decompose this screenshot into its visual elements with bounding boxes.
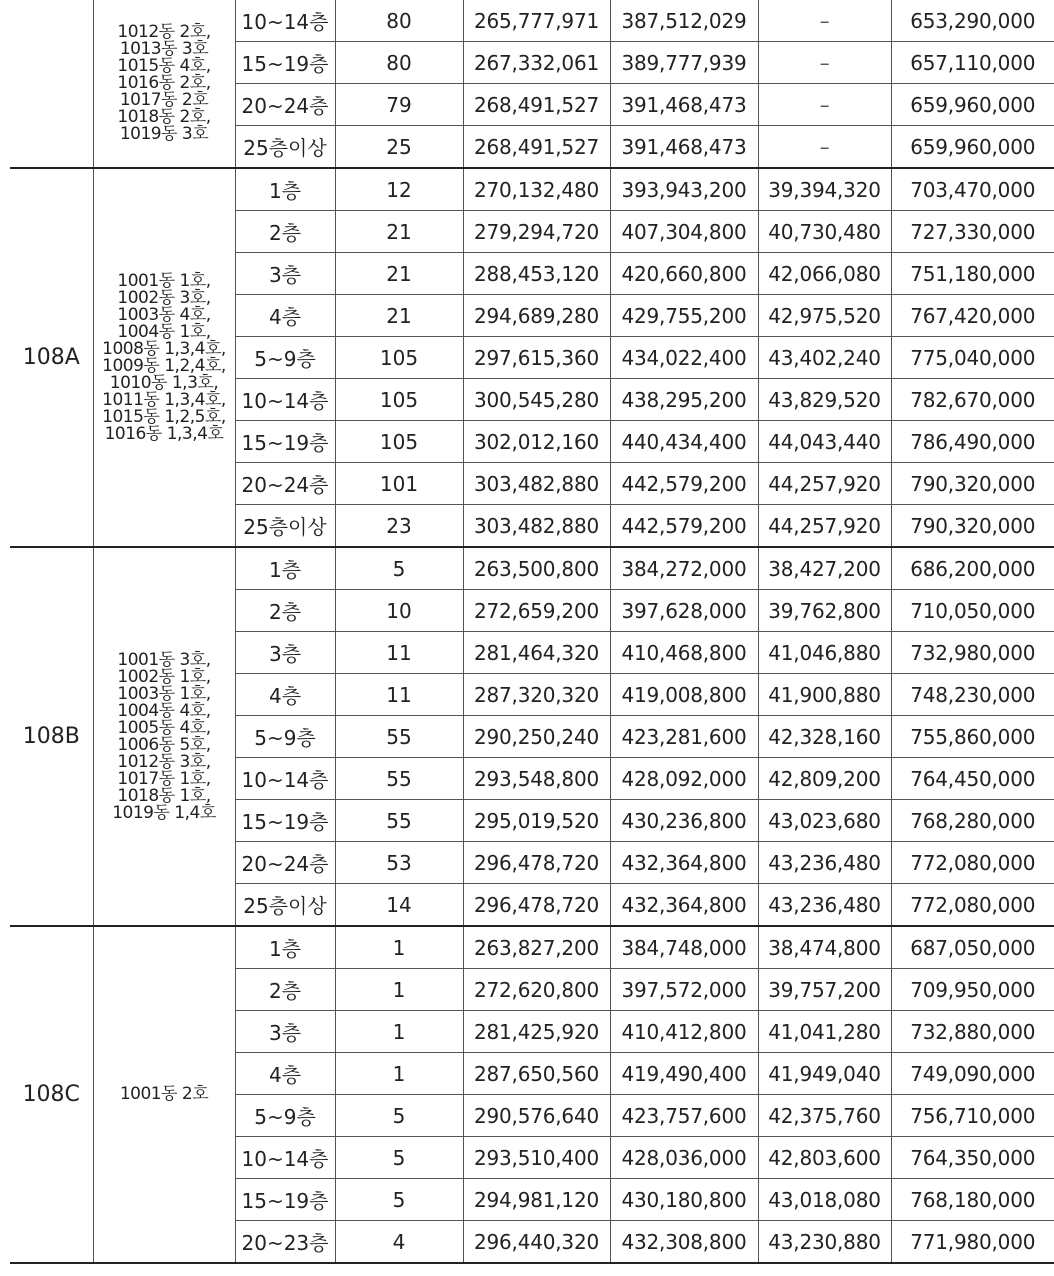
land-price-cell: 267,332,061 bbox=[463, 42, 610, 84]
unit-count-cell: 55 bbox=[335, 758, 463, 800]
unit-count-cell: 5 bbox=[335, 1137, 463, 1179]
building-price-cell: 430,236,800 bbox=[610, 800, 758, 842]
building-price-cell: 432,364,800 bbox=[610, 884, 758, 927]
land-price-cell: 303,482,880 bbox=[463, 463, 610, 505]
extension-cost-cell: 43,236,480 bbox=[758, 884, 891, 927]
total-price-cell: 775,040,000 bbox=[891, 337, 1054, 379]
total-price-cell: 768,280,000 bbox=[891, 800, 1054, 842]
total-price-cell: 732,980,000 bbox=[891, 632, 1054, 674]
total-price-cell: 751,180,000 bbox=[891, 253, 1054, 295]
building-price-cell: 420,660,800 bbox=[610, 253, 758, 295]
land-price-cell: 290,250,240 bbox=[463, 716, 610, 758]
land-price-cell: 296,478,720 bbox=[463, 842, 610, 884]
unit-count-cell: 12 bbox=[335, 168, 463, 211]
unit-list-cell: 1001동 2호 bbox=[93, 926, 235, 1263]
floor-cell: 10~14층 bbox=[235, 758, 335, 800]
land-price-cell: 302,012,160 bbox=[463, 421, 610, 463]
land-price-cell: 263,500,800 bbox=[463, 547, 610, 590]
building-price-cell: 389,777,939 bbox=[610, 42, 758, 84]
floor-cell: 25층이상 bbox=[235, 505, 335, 548]
building-price-cell: 432,308,800 bbox=[610, 1221, 758, 1264]
building-price-cell: 397,628,000 bbox=[610, 590, 758, 632]
extension-cost-cell: 39,762,800 bbox=[758, 590, 891, 632]
land-price-cell: 296,440,320 bbox=[463, 1221, 610, 1264]
floor-cell: 15~19층 bbox=[235, 421, 335, 463]
building-price-cell: 434,022,400 bbox=[610, 337, 758, 379]
floor-cell: 5~9층 bbox=[235, 1095, 335, 1137]
extension-cost-cell: 38,474,800 bbox=[758, 926, 891, 969]
unit-count-cell: 55 bbox=[335, 800, 463, 842]
land-price-cell: 290,576,640 bbox=[463, 1095, 610, 1137]
unit-count-cell: 10 bbox=[335, 590, 463, 632]
land-price-cell: 265,777,971 bbox=[463, 0, 610, 42]
unit-count-cell: 80 bbox=[335, 42, 463, 84]
total-price-cell: 748,230,000 bbox=[891, 674, 1054, 716]
total-price-cell: 686,200,000 bbox=[891, 547, 1054, 590]
unit-count-cell: 5 bbox=[335, 1095, 463, 1137]
land-price-cell: 293,548,800 bbox=[463, 758, 610, 800]
unit-count-cell: 1 bbox=[335, 926, 463, 969]
floor-cell: 3층 bbox=[235, 1011, 335, 1053]
extension-cost-cell: 43,230,880 bbox=[758, 1221, 891, 1264]
floor-cell: 4층 bbox=[235, 295, 335, 337]
total-price-cell: 772,080,000 bbox=[891, 842, 1054, 884]
unit-count-cell: 23 bbox=[335, 505, 463, 548]
total-price-cell: 657,110,000 bbox=[891, 42, 1054, 84]
floor-cell: 4층 bbox=[235, 674, 335, 716]
land-price-cell: 287,320,320 bbox=[463, 674, 610, 716]
total-price-cell: 659,960,000 bbox=[891, 84, 1054, 126]
floor-cell: 10~14층 bbox=[235, 379, 335, 421]
unit-count-cell: 101 bbox=[335, 463, 463, 505]
price-table-body bbox=[10, 0, 1054, 1263]
land-price-cell: 268,491,527 bbox=[463, 84, 610, 126]
unit-count-cell: 5 bbox=[335, 547, 463, 590]
building-price-cell: 442,579,200 bbox=[610, 463, 758, 505]
floor-cell: 15~19층 bbox=[235, 42, 335, 84]
unit-list-cell: 1012동 2호, 1013동 3호 1015동 4호, 1016동 2호, 1017동 2호 1018동 2호, 1019동 3호 bbox=[93, 0, 235, 168]
floor-cell: 2층 bbox=[235, 969, 335, 1011]
building-price-cell: 429,755,200 bbox=[610, 295, 758, 337]
table-row bbox=[10, 0, 1054, 42]
housing-type-cell: 108B bbox=[10, 547, 93, 926]
building-price-cell: 384,748,000 bbox=[610, 926, 758, 969]
building-price-cell: 419,008,800 bbox=[610, 674, 758, 716]
unit-list-cell: 1001동 3호, 1002동 1호, 1003동 1호, 1004동 4호, 1005동 4호, 1006동 5호, 1012동 3호, 1017동 1호, 1018동 1호, 1019동 1,4호 bbox=[93, 547, 235, 926]
floor-cell: 4층 bbox=[235, 1053, 335, 1095]
land-price-cell: 281,464,320 bbox=[463, 632, 610, 674]
extension-cost-cell: 42,803,600 bbox=[758, 1137, 891, 1179]
land-price-cell: 300,545,280 bbox=[463, 379, 610, 421]
total-price-cell: 687,050,000 bbox=[891, 926, 1054, 969]
table-row bbox=[10, 547, 1054, 590]
land-price-cell: 272,620,800 bbox=[463, 969, 610, 1011]
land-price-cell: 303,482,880 bbox=[463, 505, 610, 548]
extension-cost-cell: 44,257,920 bbox=[758, 505, 891, 548]
land-price-cell: 279,294,720 bbox=[463, 211, 610, 253]
total-price-cell: 749,090,000 bbox=[891, 1053, 1054, 1095]
building-price-cell: 442,579,200 bbox=[610, 505, 758, 548]
extension-cost-cell: 41,041,280 bbox=[758, 1011, 891, 1053]
total-price-cell: 768,180,000 bbox=[891, 1179, 1054, 1221]
total-price-cell: 703,470,000 bbox=[891, 168, 1054, 211]
extension-cost-cell: 44,257,920 bbox=[758, 463, 891, 505]
building-price-cell: 384,272,000 bbox=[610, 547, 758, 590]
floor-cell: 15~19층 bbox=[235, 800, 335, 842]
unit-count-cell: 53 bbox=[335, 842, 463, 884]
building-price-cell: 430,180,800 bbox=[610, 1179, 758, 1221]
floor-cell: 1층 bbox=[235, 168, 335, 211]
total-price-cell: 790,320,000 bbox=[891, 505, 1054, 548]
floor-cell: 25층이상 bbox=[235, 884, 335, 927]
unit-count-cell: 21 bbox=[335, 253, 463, 295]
building-price-cell: 391,468,473 bbox=[610, 126, 758, 169]
floor-cell: 3층 bbox=[235, 253, 335, 295]
unit-count-cell: 11 bbox=[335, 674, 463, 716]
unit-count-cell: 4 bbox=[335, 1221, 463, 1264]
total-price-cell: 767,420,000 bbox=[891, 295, 1054, 337]
land-price-cell: 288,453,120 bbox=[463, 253, 610, 295]
floor-cell: 20~24층 bbox=[235, 842, 335, 884]
unit-count-cell: 11 bbox=[335, 632, 463, 674]
extension-cost-cell: 42,375,760 bbox=[758, 1095, 891, 1137]
building-price-cell: 391,468,473 bbox=[610, 84, 758, 126]
floor-cell: 20~23층 bbox=[235, 1221, 335, 1264]
building-price-cell: 428,036,000 bbox=[610, 1137, 758, 1179]
land-price-cell: 281,425,920 bbox=[463, 1011, 610, 1053]
land-price-cell: 295,019,520 bbox=[463, 800, 610, 842]
extension-cost-cell: – bbox=[758, 42, 891, 84]
extension-cost-cell: – bbox=[758, 84, 891, 126]
extension-cost-cell: 39,757,200 bbox=[758, 969, 891, 1011]
building-price-cell: 410,468,800 bbox=[610, 632, 758, 674]
housing-type-cell: 108C bbox=[10, 926, 93, 1263]
extension-cost-cell: 43,018,080 bbox=[758, 1179, 891, 1221]
unit-count-cell: 21 bbox=[335, 211, 463, 253]
price-table-page bbox=[10, 0, 1054, 1264]
floor-cell: 10~14층 bbox=[235, 0, 335, 42]
total-price-cell: 786,490,000 bbox=[891, 421, 1054, 463]
floor-cell: 20~24층 bbox=[235, 84, 335, 126]
building-price-cell: 438,295,200 bbox=[610, 379, 758, 421]
building-price-cell: 440,434,400 bbox=[610, 421, 758, 463]
table-row bbox=[10, 168, 1054, 211]
extension-cost-cell: 41,046,880 bbox=[758, 632, 891, 674]
unit-count-cell: 80 bbox=[335, 0, 463, 42]
land-price-cell: 293,510,400 bbox=[463, 1137, 610, 1179]
building-price-cell: 428,092,000 bbox=[610, 758, 758, 800]
unit-count-cell: 5 bbox=[335, 1179, 463, 1221]
building-price-cell: 387,512,029 bbox=[610, 0, 758, 42]
extension-cost-cell: 40,730,480 bbox=[758, 211, 891, 253]
extension-cost-cell: 39,394,320 bbox=[758, 168, 891, 211]
building-price-cell: 419,490,400 bbox=[610, 1053, 758, 1095]
extension-cost-cell: 38,427,200 bbox=[758, 547, 891, 590]
building-price-cell: 410,412,800 bbox=[610, 1011, 758, 1053]
extension-cost-cell: 43,829,520 bbox=[758, 379, 891, 421]
unit-count-cell: 79 bbox=[335, 84, 463, 126]
housing-type-cell: 108A bbox=[10, 168, 93, 547]
total-price-cell: 756,710,000 bbox=[891, 1095, 1054, 1137]
unit-list-cell: 1001동 1호, 1002동 3호, 1003동 4호, 1004동 1호, 1008동 1,3,4호, 1009동 1,2,4호, 1010동 1,3호, 1011동 1,3,4호, 1015동 1,2,5호, 1016동 1,3,4호 bbox=[93, 168, 235, 547]
extension-cost-cell: 42,809,200 bbox=[758, 758, 891, 800]
extension-cost-cell: – bbox=[758, 0, 891, 42]
total-price-cell: 727,330,000 bbox=[891, 211, 1054, 253]
extension-cost-cell: 41,900,880 bbox=[758, 674, 891, 716]
floor-cell: 3층 bbox=[235, 632, 335, 674]
unit-count-cell: 1 bbox=[335, 969, 463, 1011]
unit-count-cell: 105 bbox=[335, 379, 463, 421]
floor-cell: 1층 bbox=[235, 926, 335, 969]
floor-cell: 15~19층 bbox=[235, 1179, 335, 1221]
unit-count-cell: 1 bbox=[335, 1053, 463, 1095]
land-price-cell: 263,827,200 bbox=[463, 926, 610, 969]
total-price-cell: 659,960,000 bbox=[891, 126, 1054, 169]
building-price-cell: 397,572,000 bbox=[610, 969, 758, 1011]
extension-cost-cell: 42,328,160 bbox=[758, 716, 891, 758]
extension-cost-cell: 43,236,480 bbox=[758, 842, 891, 884]
building-price-cell: 407,304,800 bbox=[610, 211, 758, 253]
extension-cost-cell: 42,975,520 bbox=[758, 295, 891, 337]
unit-count-cell: 105 bbox=[335, 421, 463, 463]
table-row bbox=[10, 926, 1054, 969]
total-price-cell: 732,880,000 bbox=[891, 1011, 1054, 1053]
extension-cost-cell: 41,949,040 bbox=[758, 1053, 891, 1095]
extension-cost-cell: 42,066,080 bbox=[758, 253, 891, 295]
building-price-cell: 423,757,600 bbox=[610, 1095, 758, 1137]
price-table bbox=[10, 0, 1054, 1264]
extension-cost-cell: 44,043,440 bbox=[758, 421, 891, 463]
total-price-cell: 764,350,000 bbox=[891, 1137, 1054, 1179]
total-price-cell: 653,290,000 bbox=[891, 0, 1054, 42]
land-price-cell: 270,132,480 bbox=[463, 168, 610, 211]
land-price-cell: 272,659,200 bbox=[463, 590, 610, 632]
unit-count-cell: 105 bbox=[335, 337, 463, 379]
floor-cell: 25층이상 bbox=[235, 126, 335, 169]
total-price-cell: 771,980,000 bbox=[891, 1221, 1054, 1264]
unit-count-cell: 21 bbox=[335, 295, 463, 337]
extension-cost-cell: – bbox=[758, 126, 891, 169]
unit-count-cell: 14 bbox=[335, 884, 463, 927]
land-price-cell: 297,615,360 bbox=[463, 337, 610, 379]
floor-cell: 5~9층 bbox=[235, 716, 335, 758]
total-price-cell: 772,080,000 bbox=[891, 884, 1054, 927]
unit-count-cell: 25 bbox=[335, 126, 463, 169]
floor-cell: 20~24층 bbox=[235, 463, 335, 505]
floor-cell: 5~9층 bbox=[235, 337, 335, 379]
building-price-cell: 393,943,200 bbox=[610, 168, 758, 211]
floor-cell: 10~14층 bbox=[235, 1137, 335, 1179]
floor-cell: 2층 bbox=[235, 211, 335, 253]
building-price-cell: 423,281,600 bbox=[610, 716, 758, 758]
land-price-cell: 287,650,560 bbox=[463, 1053, 610, 1095]
total-price-cell: 782,670,000 bbox=[891, 379, 1054, 421]
extension-cost-cell: 43,402,240 bbox=[758, 337, 891, 379]
unit-count-cell: 1 bbox=[335, 1011, 463, 1053]
land-price-cell: 294,689,280 bbox=[463, 295, 610, 337]
land-price-cell: 294,981,120 bbox=[463, 1179, 610, 1221]
land-price-cell: 268,491,527 bbox=[463, 126, 610, 169]
total-price-cell: 764,450,000 bbox=[891, 758, 1054, 800]
land-price-cell: 296,478,720 bbox=[463, 884, 610, 927]
extension-cost-cell: 43,023,680 bbox=[758, 800, 891, 842]
floor-cell: 2층 bbox=[235, 590, 335, 632]
total-price-cell: 790,320,000 bbox=[891, 463, 1054, 505]
total-price-cell: 710,050,000 bbox=[891, 590, 1054, 632]
floor-cell: 1층 bbox=[235, 547, 335, 590]
unit-count-cell: 55 bbox=[335, 716, 463, 758]
housing-type-cell bbox=[10, 0, 93, 168]
total-price-cell: 709,950,000 bbox=[891, 969, 1054, 1011]
building-price-cell: 432,364,800 bbox=[610, 842, 758, 884]
total-price-cell: 755,860,000 bbox=[891, 716, 1054, 758]
